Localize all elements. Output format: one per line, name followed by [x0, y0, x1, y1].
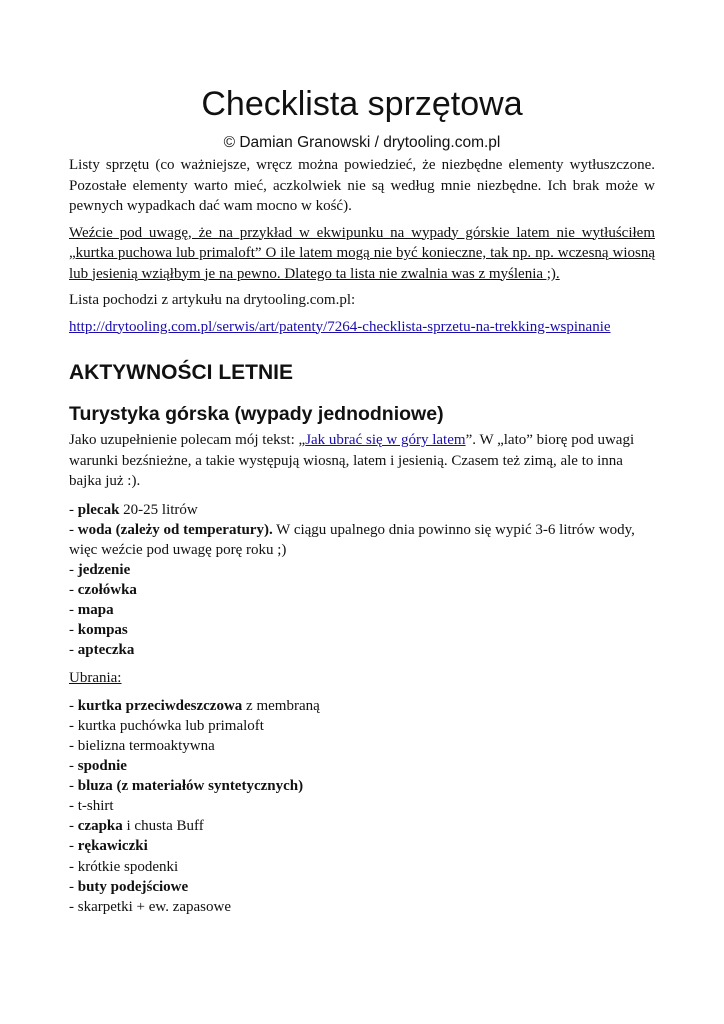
item-bold-text: plecak [77, 501, 120, 518]
section-intro [69, 430, 655, 492]
source-link[interactable]: http://drytooling.com.pl/serwis/art/patenty/7264-checklista-sprzetu-na-trekking-wspinanie [69, 318, 611, 335]
item-text: 20-25 litrów [119, 501, 198, 518]
list-item: - jedzenie [69, 561, 131, 578]
gear-list [69, 500, 655, 661]
item-bold-text: czapka [77, 818, 123, 835]
list-item: - krótkie spodenki [69, 858, 179, 875]
list-item: - buty podejściowe [69, 878, 189, 895]
list-item: - kurtka przeciwdeszczowa z membraną [69, 697, 320, 714]
source-paragraph: Lista pochodzi z artykułu na drytooling.com.pl: [69, 292, 356, 308]
copyright-line: © Damian Granowski / drytooling.com.pl [223, 134, 501, 151]
section-heading: AKTYWNOŚCI LETNIE [69, 361, 293, 384]
item-bold-text: kompas [77, 622, 128, 639]
list-item: - mapa [69, 601, 114, 618]
item-bold-text: bluza (z materiałów syntetycznych) [77, 778, 304, 795]
list-item: - czapka i chusta Buff [69, 818, 204, 835]
source-link-paragraph [69, 317, 655, 338]
page-title: Checklista sprzętowa [201, 85, 523, 123]
item-text: z membraną [242, 697, 320, 714]
item-bold-text: czołówka [77, 581, 137, 598]
item-text: kurtka puchówka lub primaloft [77, 717, 264, 734]
list-item: - czołówka [69, 581, 137, 598]
clothes-label: Ubrania: [69, 670, 122, 687]
item-bold-text: apteczka [77, 642, 135, 659]
item-text: i chusta Buff [122, 818, 204, 835]
article-link[interactable]: Jak ubrać się w góry latem [305, 432, 466, 448]
item-bold-text: rękawiczki [77, 838, 148, 855]
item-bold-text: mapa [77, 601, 114, 618]
list-item: - kompas [69, 622, 128, 639]
list-item: - skarpetki + ew. zapasowe [69, 898, 232, 915]
section-intro-text-start: Jako uzupełnienie polecam mój tekst: „ [69, 432, 306, 448]
clothes-list [69, 696, 655, 917]
section-subheading: Turystyka górska (wypady jednodniowe) [69, 403, 444, 425]
item-bold-text: jedzenie [77, 561, 131, 578]
list-item: - woda (zależy od temperatury). W ciągu upalnego dnia powinno się wypić 3-6 litrów wody, więc weźcie pod uwagę porę roku ;) [69, 521, 635, 558]
list-item: - bluza (z materiałów syntetycznych) [69, 778, 304, 795]
intro-paragraph: Listy sprzętu (co ważniejsze, wręcz można powiedzieć, że niezbędne elementy wytłuszczone. Pozostałe elementy warto mieć, aczkolwiek nie są według mnie niezbędne. Ich brak może w pewnych wypadkach dać wam mocno w kość). [69, 157, 655, 214]
item-text: skarpetki + ew. zapasowe [77, 898, 232, 915]
list-item: - plecak 20-25 litrów [69, 501, 198, 518]
list-item: - apteczka [69, 642, 135, 659]
list-item: - t-shirt [69, 798, 114, 815]
document-body [69, 155, 655, 917]
section-intro-text-end: ”. W „lato” biorę pod uwagi warunki bezśnieżne, a takie występują wiosną, latem i jesienią. Czasem też zimą, ale to inna bajka już :). [69, 432, 635, 489]
item-text: W ciągu upalnego dnia powinno się wypić 3-6 litrów wody, więc weźcie pod uwagę porę roku ;) [69, 521, 635, 558]
item-bold-text: kurtka przeciwdeszczowa [77, 697, 243, 714]
warning-paragraph: Weźcie pod uwagę, że na przykład w ekwipunku na wypady górskie latem nie wytłuściłem „kurtka puchowa lub primaloft” O ile latem mogą nie być konieczne, tak np. np. wczesną wiosną lub jesienią wziąłbym je na pewno. Dlatego ta lista nie zwalnia was z myślenia ;). [69, 224, 655, 282]
item-text: t-shirt [77, 798, 114, 815]
item-text: bielizna termoaktywna [77, 737, 215, 754]
list-item: - spodnie [69, 758, 127, 775]
list-item: - bielizna termoaktywna [69, 737, 215, 754]
item-text: krótkie spodenki [77, 858, 179, 875]
item-bold-text: woda (zależy od temperatury). [77, 521, 273, 538]
item-bold-text: spodnie [77, 758, 127, 775]
item-bold-text: buty podejściowe [77, 878, 189, 895]
list-item: - rękawiczki [69, 838, 148, 855]
list-item: - kurtka puchówka lub primaloft [69, 717, 264, 734]
